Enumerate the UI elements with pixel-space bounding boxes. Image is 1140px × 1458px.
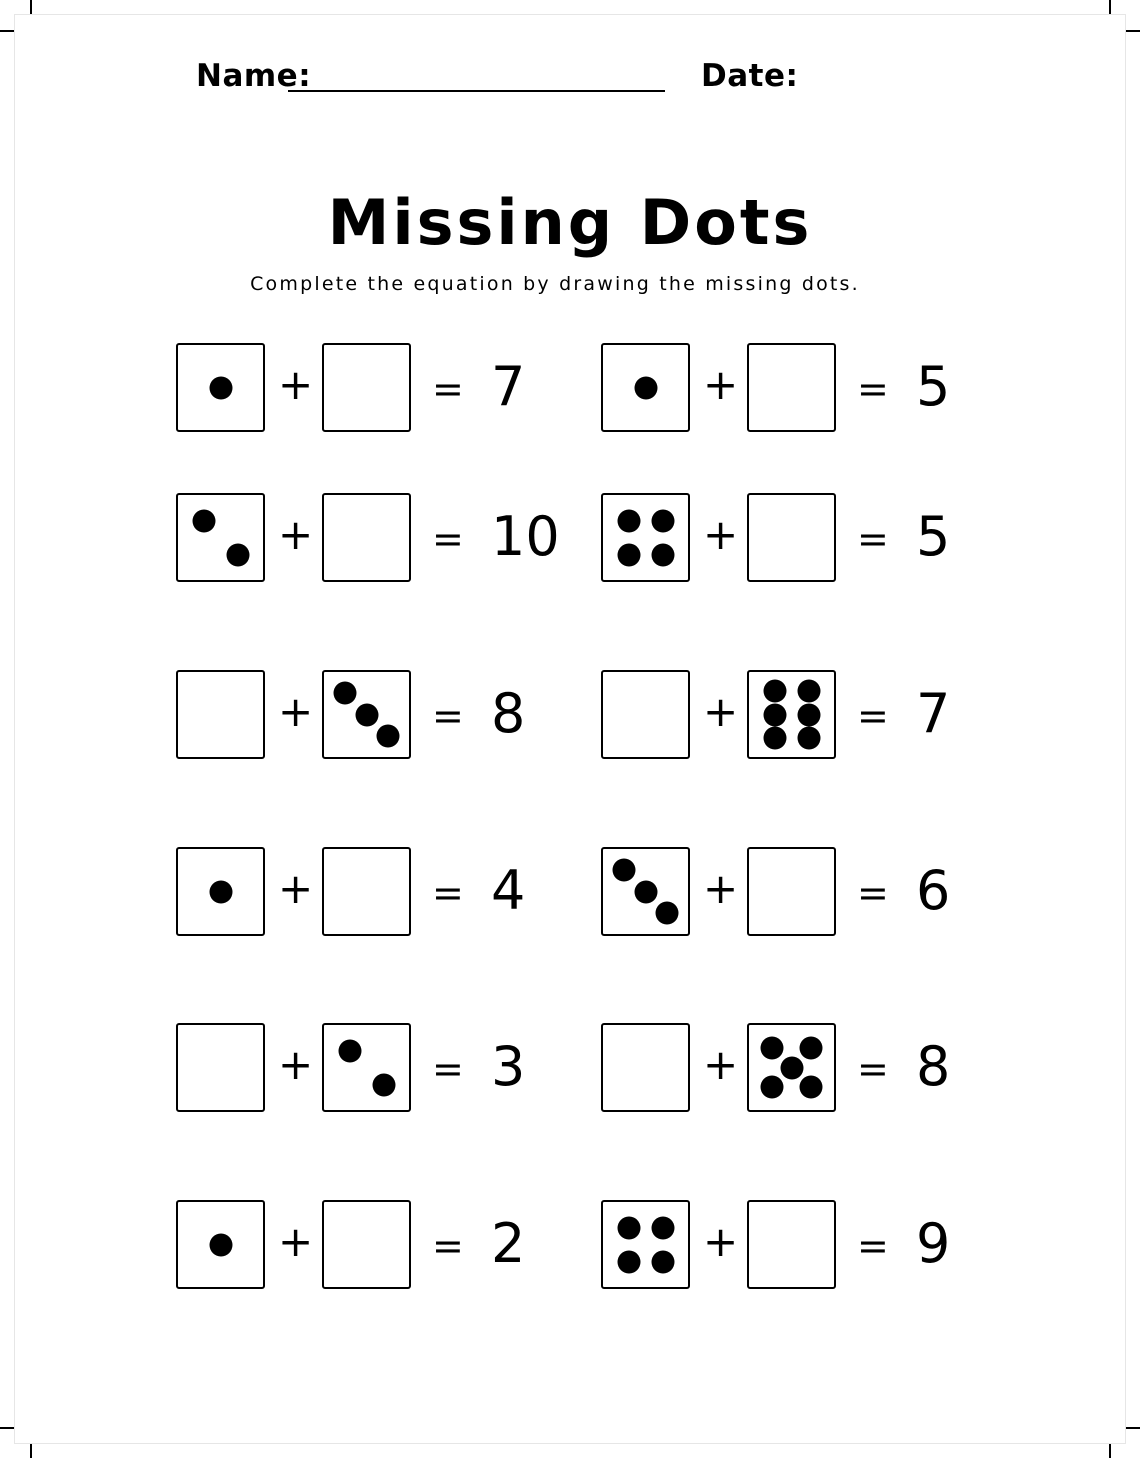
sum-value: 7 <box>916 682 951 745</box>
die-dot <box>372 1073 395 1096</box>
dice-box <box>176 493 265 582</box>
equals-sign: = <box>432 1224 464 1268</box>
crop-mark <box>0 1427 14 1429</box>
dice-box <box>176 847 265 936</box>
die-dot <box>780 1056 803 1079</box>
plus-sign: + <box>703 360 739 409</box>
dice-box <box>747 670 836 759</box>
plus-sign: + <box>278 1217 314 1266</box>
equation-problem <box>601 1199 1021 1291</box>
equation-problem <box>176 1022 596 1114</box>
page-title: Missing Dots <box>327 186 813 259</box>
equation-problem <box>176 342 596 434</box>
die-dot <box>338 1039 361 1062</box>
equals-sign: = <box>857 1224 889 1268</box>
plus-sign: + <box>703 687 739 736</box>
dice-box <box>176 343 265 432</box>
plus-sign: + <box>278 360 314 409</box>
die-dot <box>651 543 674 566</box>
die-dot <box>617 543 640 566</box>
dice-box <box>601 1200 690 1289</box>
equation-problem <box>601 846 1021 938</box>
equals-sign: = <box>857 517 889 561</box>
answer-box[interactable] <box>601 670 690 759</box>
dice-box <box>176 1200 265 1289</box>
die-dot <box>763 679 786 702</box>
die-dot <box>651 1250 674 1273</box>
answer-box[interactable] <box>322 1200 411 1289</box>
die-dot <box>209 376 232 399</box>
die-dot <box>797 727 820 750</box>
die-dot <box>355 703 378 726</box>
name-label: Name: <box>196 58 312 94</box>
equals-sign: = <box>432 694 464 738</box>
crop-mark <box>1109 0 1111 14</box>
name-line[interactable] <box>288 90 665 92</box>
sum-value: 4 <box>491 859 526 922</box>
plus-sign: + <box>278 510 314 559</box>
equals-sign: = <box>432 517 464 561</box>
die-dot <box>634 376 657 399</box>
die-dot <box>800 1076 823 1099</box>
plus-sign: + <box>278 1040 314 1089</box>
answer-box[interactable] <box>322 847 411 936</box>
die-dot <box>226 543 249 566</box>
die-dot <box>617 1250 640 1273</box>
dice-box <box>322 1023 411 1112</box>
sum-value: 3 <box>491 1035 526 1098</box>
die-dot <box>209 1233 232 1256</box>
die-dot <box>334 682 357 705</box>
die-dot <box>617 509 640 532</box>
answer-box[interactable] <box>747 343 836 432</box>
die-dot <box>192 509 215 532</box>
answer-box[interactable] <box>322 493 411 582</box>
equals-sign: = <box>857 1047 889 1091</box>
die-dot <box>763 703 786 726</box>
die-dot <box>760 1076 783 1099</box>
equals-sign: = <box>857 367 889 411</box>
sum-value: 9 <box>916 1212 951 1275</box>
answer-box[interactable] <box>601 1023 690 1112</box>
answer-box[interactable] <box>322 343 411 432</box>
equation-problem <box>176 1199 596 1291</box>
die-dot <box>613 859 636 882</box>
sum-value: 5 <box>916 505 951 568</box>
crop-mark <box>1109 1444 1111 1458</box>
plus-sign: + <box>703 1217 739 1266</box>
answer-box[interactable] <box>747 1200 836 1289</box>
answer-box[interactable] <box>747 493 836 582</box>
die-dot <box>651 1216 674 1239</box>
die-dot <box>797 679 820 702</box>
plus-sign: + <box>703 1040 739 1089</box>
equation-problem <box>601 492 1021 584</box>
sum-value: 10 <box>491 505 560 568</box>
equation-problem <box>176 492 596 584</box>
plus-sign: + <box>278 687 314 736</box>
die-dot <box>655 901 678 924</box>
equation-problem <box>601 1022 1021 1114</box>
dice-box <box>601 493 690 582</box>
plus-sign: + <box>278 864 314 913</box>
equals-sign: = <box>857 694 889 738</box>
equals-sign: = <box>432 1047 464 1091</box>
crop-mark <box>30 1444 32 1458</box>
die-dot <box>797 703 820 726</box>
die-dot <box>800 1036 823 1059</box>
die-dot <box>376 724 399 747</box>
sum-value: 7 <box>491 355 526 418</box>
answer-box[interactable] <box>176 1023 265 1112</box>
sum-value: 8 <box>916 1035 951 1098</box>
die-dot <box>209 880 232 903</box>
equals-sign: = <box>432 871 464 915</box>
sum-value: 2 <box>491 1212 526 1275</box>
die-dot <box>763 727 786 750</box>
crop-mark <box>1126 1427 1140 1429</box>
dice-box <box>322 670 411 759</box>
die-dot <box>651 509 674 532</box>
crop-mark <box>30 0 32 14</box>
crop-mark <box>1126 30 1140 32</box>
dice-box <box>747 1023 836 1112</box>
plus-sign: + <box>703 864 739 913</box>
die-dot <box>634 880 657 903</box>
die-dot <box>760 1036 783 1059</box>
equals-sign: = <box>857 871 889 915</box>
crop-mark <box>0 30 14 32</box>
answer-box[interactable] <box>176 670 265 759</box>
sum-value: 6 <box>916 859 951 922</box>
answer-box[interactable] <box>747 847 836 936</box>
equation-problem <box>601 342 1021 434</box>
dice-box <box>601 343 690 432</box>
equation-problem <box>176 846 596 938</box>
date-label: Date: <box>701 58 799 94</box>
die-dot <box>617 1216 640 1239</box>
plus-sign: + <box>703 510 739 559</box>
sum-value: 5 <box>916 355 951 418</box>
dice-box <box>601 847 690 936</box>
sum-value: 8 <box>491 682 526 745</box>
equation-problem <box>601 669 1021 761</box>
instructions: Complete the equation by drawing the missing dots. <box>250 273 860 295</box>
equals-sign: = <box>432 367 464 411</box>
equation-problem <box>176 669 596 761</box>
